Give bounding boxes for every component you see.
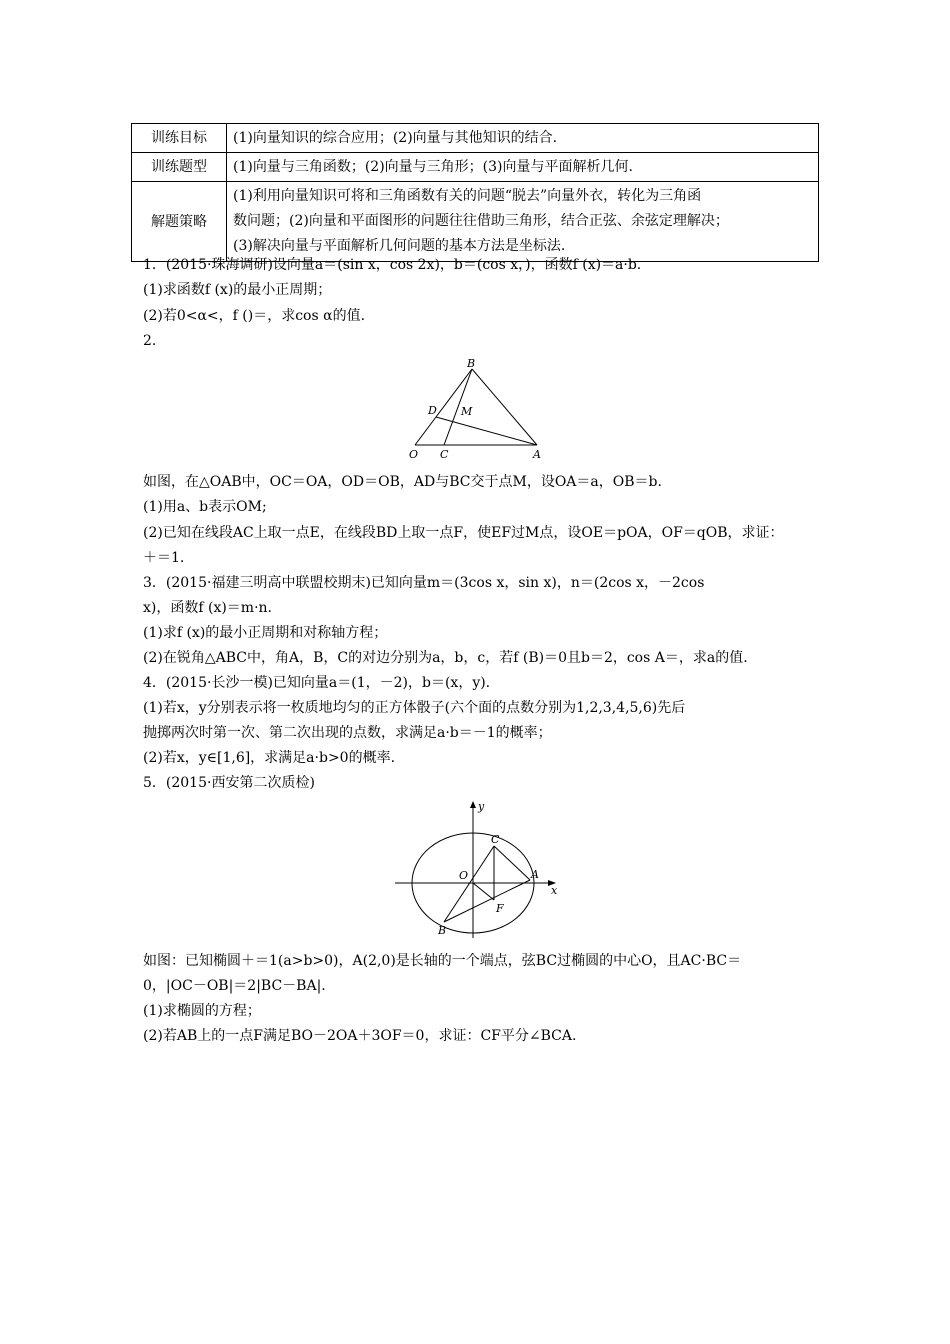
problem-4-part-2: (2)若x，y∈[1,6]，求满足a·b>0的概率.	[143, 750, 396, 766]
strategy-line: (1)利用向量知识可将和三角函数有关的问题“脱去”向量外衣，转化为三角函	[233, 188, 702, 204]
label-b: B	[467, 357, 476, 370]
problem-2-part-1: (1)用a、b表示OM;	[143, 499, 267, 515]
label-o: O	[409, 448, 419, 461]
label-c: C	[440, 448, 449, 461]
problem-1-stem: 1．(2015·珠海调研)设向量a＝(sin x，cos 2x)，b＝(cos x，)，函数f (x)＝a·b.	[143, 257, 642, 273]
table-row	[132, 153, 819, 182]
segment-ba	[444, 880, 530, 922]
table-row	[132, 182, 819, 262]
strategy-line: 数问题；(2)向量和平面图形的问题往往借助三角形，结合正弦、余弦定理解决；	[233, 213, 729, 229]
problem-2-part-2: (2)已知在线段AC上取一点E，在线段BD上取一点F，使EF过M点，设OE＝pOA，OF＝qOB，求证：	[143, 525, 784, 541]
segment-bc	[444, 846, 494, 922]
problem-4-part-1-cont: 抛掷两次时第一次、第二次出现的点数，求满足a·b＝－1的概率；	[143, 725, 552, 741]
problem-2-part-2-cont: ＋＝1.	[143, 550, 185, 566]
problem-3-stem-cont: x)，函数f (x)＝m·n.	[143, 600, 273, 616]
label-c: C	[491, 833, 500, 846]
segment-ab	[472, 369, 537, 445]
problem-3-part-1: (1)求f (x)的最小正周期和对称轴方程；	[143, 625, 388, 641]
training-info-table	[131, 123, 819, 262]
table-row	[132, 124, 819, 153]
problem-1-part-1: (1)求函数f (x)的最小正周期；	[143, 282, 332, 298]
label-b: B	[438, 924, 447, 937]
segment-ca	[494, 846, 530, 880]
problem-3-part-2: (2)在锐角△ABC中，角A，B，C的对边分别为a，b，c，若f (B)＝0且b＝2，cos A＝，求a的值.	[143, 650, 748, 666]
segment-ad	[436, 417, 537, 445]
problem-2-number: 2.	[143, 333, 157, 349]
label-y: y	[478, 800, 485, 813]
row-head: 解题策略	[132, 182, 227, 262]
label-o: O	[459, 869, 469, 882]
label-a: A	[533, 448, 541, 461]
ellipse-figure	[390, 798, 565, 940]
label-m: M	[461, 405, 473, 418]
row-content: (1)向量与三角函数；(2)向量与三角形；(3)向量与平面解析几何.	[227, 153, 819, 182]
problem-4-part-1: (1)若x，y分别表示将一枚质地均匀的正方体骰子(六个面的点数分别为1,2,3,4,5,6)先后	[143, 700, 686, 716]
problem-5-body-cont: 0，|OC－OB|＝2|BC－BA|.	[143, 978, 326, 994]
row-content: (1)向量知识的综合应用；(2)向量与其他知识的结合.	[227, 124, 819, 153]
problem-4-stem: 4．(2015·长沙一模)已知向量a＝(1，－2)，b＝(x，y).	[143, 675, 491, 691]
row-head: 训练题型	[132, 153, 227, 182]
problem-5-part-2: (2)若AB上的一点F满足BO－2OA＋3OF＝0，求证：CF平分∠BCA.	[143, 1028, 577, 1044]
label-f: F	[496, 902, 504, 915]
label-a: A	[531, 868, 539, 881]
problem-5-stem: 5．(2015·西安第二次质检)	[143, 775, 315, 791]
problem-2-stem: 如图，在△OAB中，OC＝OA，OD＝OB，AD与BC交于点M，设OA＝a，OB＝b.	[143, 474, 662, 490]
problem-1-part-2: (2)若0<α<，f ()＝，求cos α的值.	[143, 308, 366, 324]
label-x: x	[551, 884, 558, 897]
y-arrow-icon	[470, 801, 476, 808]
row-head: 训练目标	[132, 124, 227, 153]
row-content	[227, 182, 819, 262]
problem-5-body: 如图：已知椭圆＋＝1(a>b>0)，A(2,0)是长轴的一个端点，弦BC过椭圆的中心O，且AC·BC＝	[143, 953, 742, 969]
label-d: D	[428, 404, 437, 417]
segment-of	[473, 883, 494, 900]
problem-5-part-1: (1)求椭圆的方程；	[143, 1003, 261, 1019]
problem-3-stem: 3．(2015·福建三明高中联盟校期末)已知向量m＝(3cos x，sin x)，n＝(2cos x，－2cos	[143, 575, 705, 591]
triangle-oab-figure	[400, 355, 550, 465]
strategy-line: (3)解决向量与平面解析几何问题的基本方法是坐标法.	[233, 238, 566, 254]
